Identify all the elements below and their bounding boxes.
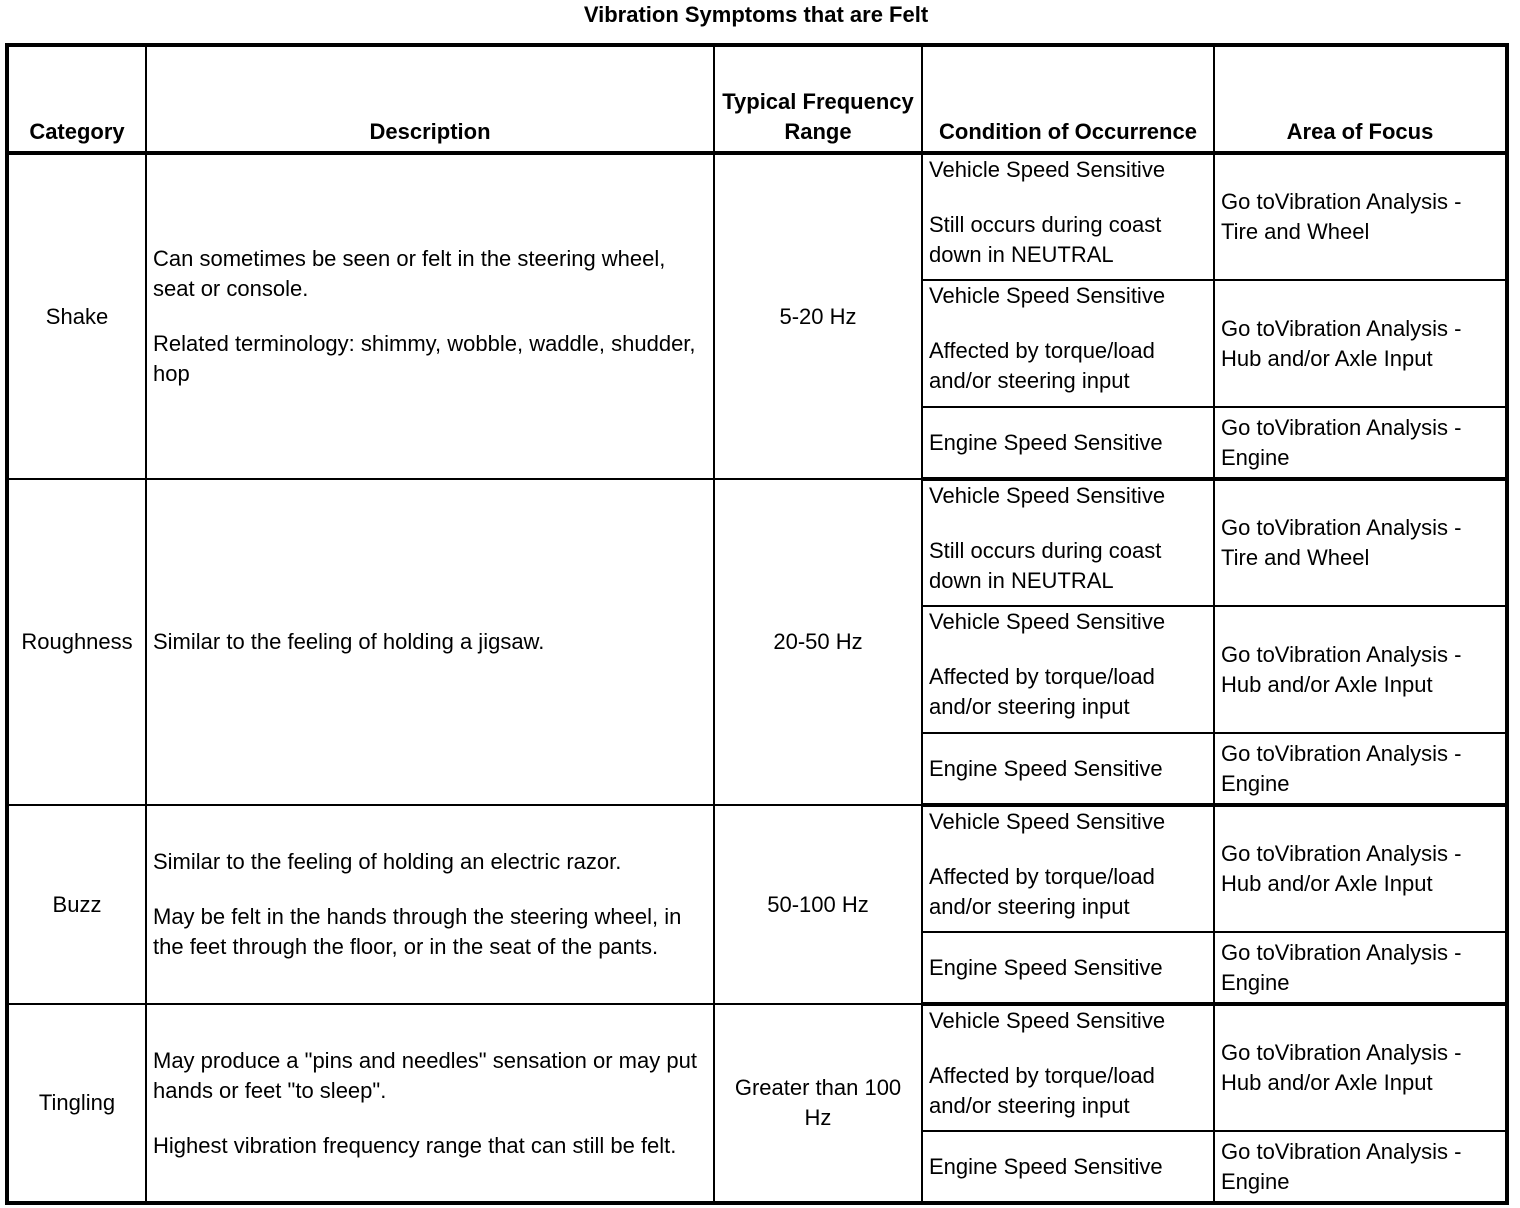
category-cell: Tingling <box>7 1004 146 1203</box>
frequency-cell: 20-50 Hz <box>714 479 922 805</box>
condition-cell <box>922 479 1214 606</box>
focus-cell: Go toVibration Analysis - Engine <box>1214 1131 1507 1203</box>
header-description: Description <box>146 45 714 153</box>
header-category: Category <box>7 45 146 153</box>
header-frequency: Typical Frequency Range <box>714 45 922 153</box>
focus-cell: Go toVibration Analysis - Hub and/or Axle Input <box>1214 805 1507 932</box>
focus-cell: Go toVibration Analysis - Engine <box>1214 932 1507 1004</box>
table-row <box>7 805 1507 932</box>
condition-detail: Affected by torque/load and/or steering input <box>929 1063 1155 1118</box>
description-paragraph: Related terminology: shimmy, wobble, waddle, shudder, hop <box>153 331 696 386</box>
condition-cell <box>922 932 1214 1004</box>
table-row <box>7 153 1507 280</box>
description-paragraph: Similar to the feeling of holding an electric razor. <box>153 849 622 874</box>
condition-cell <box>922 1004 1214 1131</box>
category-cell: Buzz <box>7 805 146 1004</box>
condition-main: Engine Speed Sensitive <box>929 755 1163 781</box>
focus-cell: Go toVibration Analysis - Hub and/or Axle Input <box>1214 606 1507 733</box>
condition-main: Engine Speed Sensitive <box>929 954 1163 980</box>
vibration-symptoms-table <box>5 43 1509 1205</box>
frequency-cell: Greater than 100 Hz <box>714 1004 922 1203</box>
category-cell: Roughness <box>7 479 146 805</box>
condition-cell <box>922 280 1214 407</box>
description-paragraph: May produce a "pins and needles" sensation or may put hands or feet "to sleep". <box>153 1047 697 1103</box>
focus-cell: Go toVibration Analysis - Hub and/or Axle Input <box>1214 280 1507 407</box>
table-row <box>7 1004 1507 1131</box>
header-focus: Area of Focus <box>1214 45 1507 153</box>
condition-detail: Affected by torque/load and/or steering input <box>929 338 1155 393</box>
description-paragraph: Highest vibration frequency range that can still be felt. <box>153 1132 677 1158</box>
condition-detail: Affected by torque/load and/or steering input <box>929 664 1155 719</box>
condition-main: Engine Speed Sensitive <box>929 429 1163 455</box>
condition-main: Vehicle Speed Sensitive <box>929 483 1166 508</box>
condition-main: Vehicle Speed Sensitive <box>929 1008 1166 1033</box>
condition-cell <box>922 1131 1214 1203</box>
description-paragraph: May be felt in the hands through the steering wheel, in the feet through the floor, or in the seat of the pants. <box>153 904 682 959</box>
description-cell <box>146 479 714 805</box>
focus-cell: Go toVibration Analysis - Tire and Wheel <box>1214 479 1507 606</box>
condition-main: Vehicle Speed Sensitive <box>929 809 1166 834</box>
condition-detail: Affected by torque/load and/or steering input <box>929 864 1155 919</box>
frequency-cell: 50-100 Hz <box>714 805 922 1004</box>
condition-cell <box>922 805 1214 932</box>
focus-cell: Go toVibration Analysis - Engine <box>1214 407 1507 479</box>
description-cell <box>146 1004 714 1203</box>
condition-main: Engine Speed Sensitive <box>929 1153 1163 1179</box>
condition-detail: Still occurs during coast down in NEUTRAL <box>929 538 1162 593</box>
focus-cell: Go toVibration Analysis - Hub and/or Axle Input <box>1214 1004 1507 1131</box>
frequency-cell: 5-20 Hz <box>714 153 922 479</box>
table-body <box>7 153 1507 1203</box>
description-paragraph: Can sometimes be seen or felt in the steering wheel, seat or console. <box>153 246 666 301</box>
focus-cell: Go toVibration Analysis - Engine <box>1214 733 1507 805</box>
condition-detail: Still occurs during coast down in NEUTRAL <box>929 212 1162 267</box>
description-cell <box>146 805 714 1004</box>
header-row <box>7 45 1507 153</box>
table-row <box>7 479 1507 606</box>
condition-cell <box>922 733 1214 805</box>
description-paragraph: Similar to the feeling of holding a jigsaw. <box>153 629 545 654</box>
focus-cell: Go toVibration Analysis - Tire and Wheel <box>1214 153 1507 280</box>
condition-cell <box>922 407 1214 479</box>
category-cell: Shake <box>7 153 146 479</box>
condition-main: Vehicle Speed Sensitive <box>929 609 1166 634</box>
condition-main: Vehicle Speed Sensitive <box>929 157 1166 182</box>
condition-cell <box>922 606 1214 733</box>
description-cell <box>146 153 714 479</box>
condition-cell <box>922 153 1214 280</box>
condition-main: Vehicle Speed Sensitive <box>929 283 1166 308</box>
table-title: Vibration Symptoms that are Felt <box>583 2 929 27</box>
header-condition: Condition of Occurrence <box>922 45 1214 153</box>
